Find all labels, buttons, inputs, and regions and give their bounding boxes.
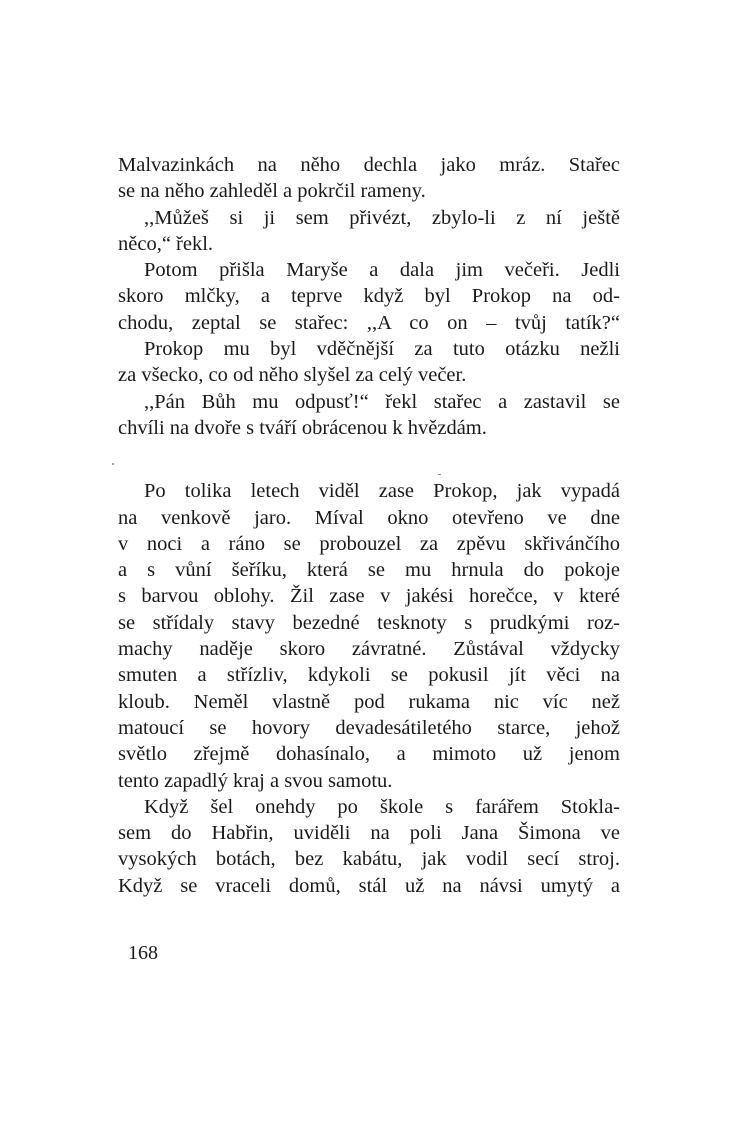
text-line: tento zapadlý kraj a svou samotu. <box>118 769 393 792</box>
paragraph <box>118 152 620 205</box>
text-line: za všecko, co od něho slyšel za celý večer. <box>118 364 467 387</box>
paragraph <box>118 257 620 336</box>
text-line: a s vůní šeříku, která se mu hrnula do pokoje <box>118 559 620 582</box>
text-line: Malvazinkách na něho dechla jako mráz. Stařec <box>118 154 620 176</box>
text-line: v noci a ráno se probouzel za zpěvu skřivánčího <box>118 532 620 555</box>
paragraph <box>118 389 620 442</box>
text-line: matoucí se hovory devadesátiletého starce, jehož <box>118 716 620 739</box>
page-number: 168 <box>128 942 158 964</box>
book-page-text <box>118 152 620 899</box>
text-line: na venkově jaro. Míval okno otevřeno ve dne <box>118 506 620 529</box>
text-line: s barvou oblohy. Žil zase v jakési horečce, v které <box>118 585 620 608</box>
text-line: Prokop mu byl vděčnější za tuto otázku nežli <box>144 338 620 361</box>
text-line: smuten a střízliv, kdykoli se pokusil jít věci na <box>118 664 620 687</box>
text-line: ,,Můžeš si ji sem přivézt, zbylo-li z ní ještě <box>144 206 620 229</box>
text-line: Když šel onehdy po škole s farářem Stokla- <box>144 795 620 818</box>
text-line: světlo zřejmě dohasínalo, a mimoto už jenom <box>118 743 620 766</box>
text-line: něco,“ řekl. <box>118 232 214 255</box>
text-line: se na něho zahleděl a pokrčil rameny. <box>118 180 426 203</box>
text-line: Po tolika letech viděl zase Prokop, jak vypadá <box>144 480 620 503</box>
text-line: vysokých botách, bez kabátu, jak vodil secí stroj. <box>118 848 620 871</box>
text-line: Potom přišla Maryše a dala jim večeři. Jedli <box>144 259 620 282</box>
text-line: machy naděje skoro závratné. Zůstával vždycky <box>118 638 620 661</box>
text-line: ,,Pán Bůh mu odpusť!“ řekl stařec a zastavil se <box>144 390 620 413</box>
text-line: skoro mlčky, a teprve když byl Prokop na od- <box>118 285 620 308</box>
text-line: chodu, zeptal se stařec: ,,A co on – tvůj tatík?“ <box>118 311 620 334</box>
text-line: se střídaly stavy bezedné tesknoty s prudkými roz- <box>118 611 620 634</box>
paragraph <box>118 336 620 389</box>
scan-speck <box>112 463 114 465</box>
paragraph <box>118 478 620 794</box>
text-line: chvíli na dvoře s tváří obrácenou k hvězdám. <box>118 416 487 439</box>
scan-speck <box>438 474 441 475</box>
paragraph <box>118 794 620 899</box>
text-line: Když se vraceli domů, stál už na návsi umytý a <box>118 874 620 897</box>
text-line: kloub. Neměl vlastně pod rukama nic víc než <box>118 690 620 713</box>
section-break <box>118 441 620 478</box>
paragraph <box>118 205 620 258</box>
text-line: sem do Habřin, uviděli na poli Jana Šimona ve <box>118 822 620 845</box>
